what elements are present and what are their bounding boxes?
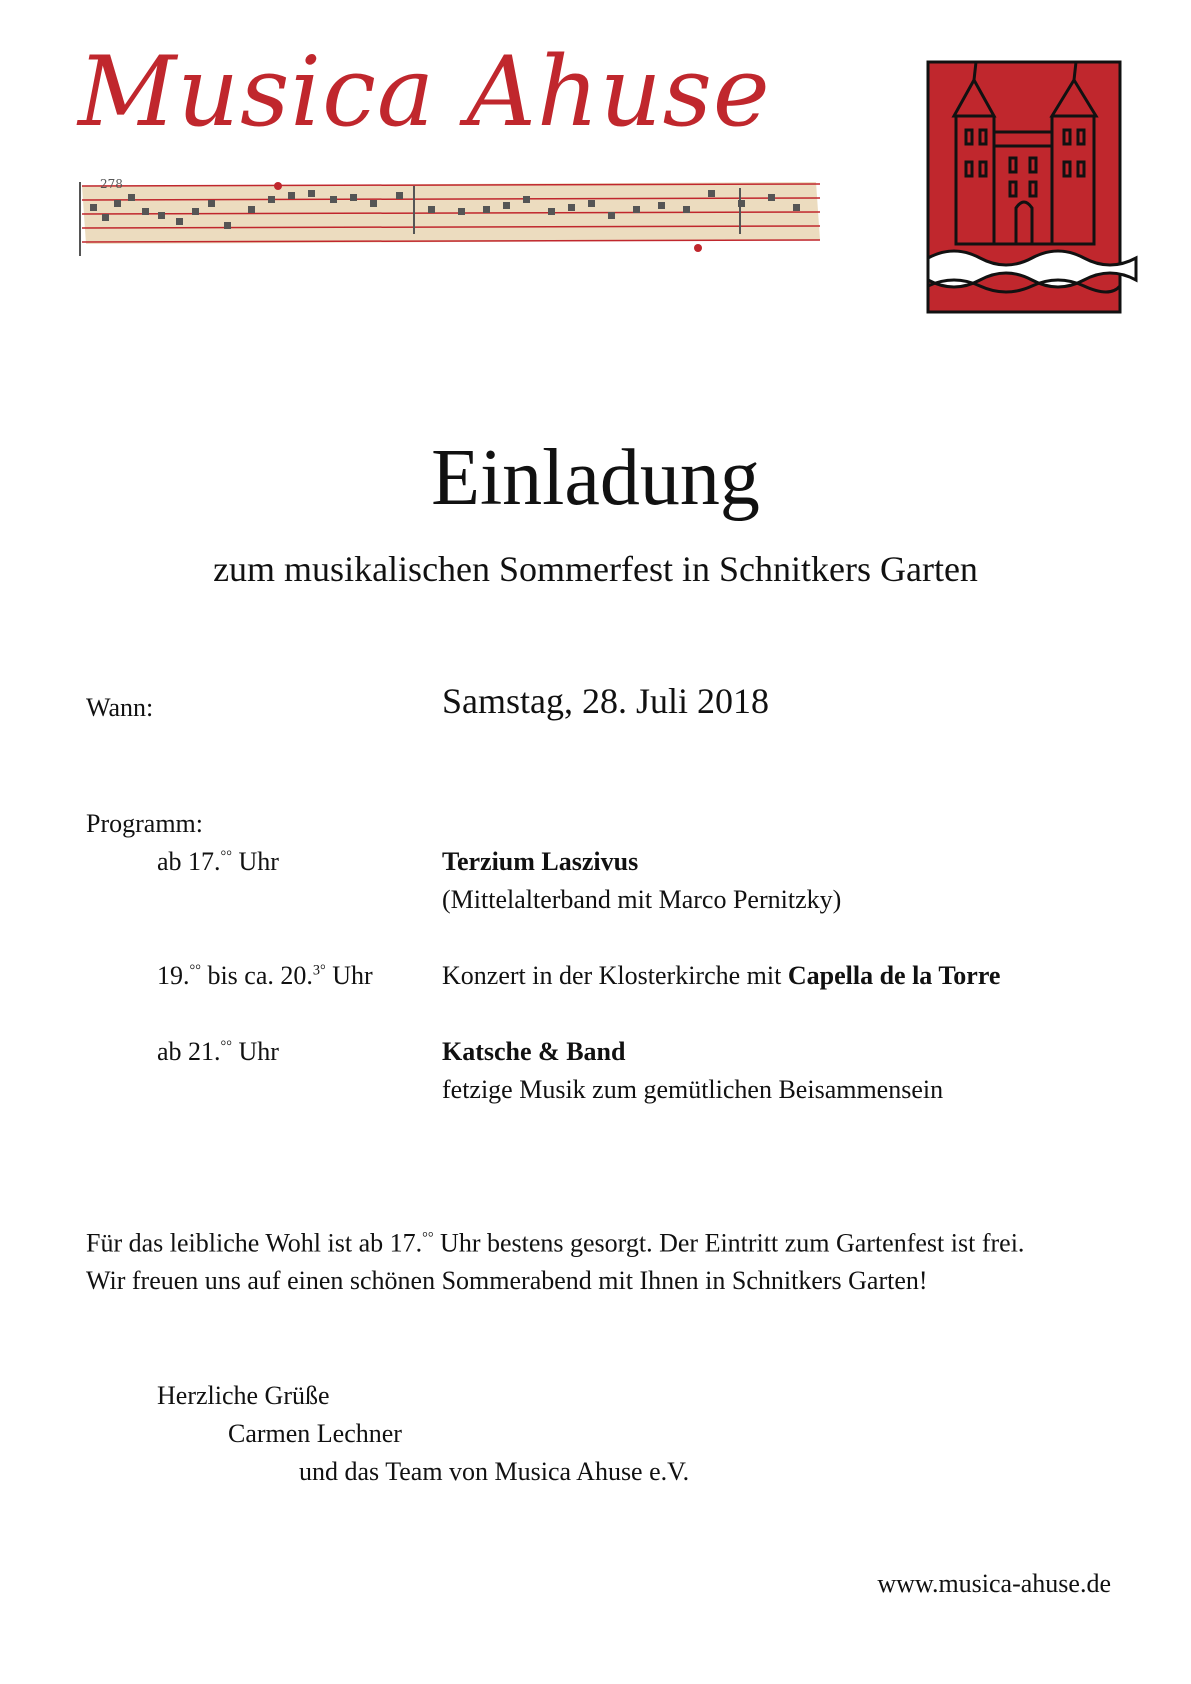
staff-number: 278	[100, 178, 123, 191]
program-text-2: Konzert in der Klosterkirche mit Capella de la Torre	[442, 961, 1001, 990]
when-value: Samstag, 28. Juli 2018	[442, 681, 770, 721]
program-label: Programm:	[86, 809, 203, 838]
program-detail-3: fetzige Musik zum gemütlichen Beisammensein	[442, 1075, 944, 1104]
program-time-3: ab 21.°° Uhr	[157, 1037, 279, 1066]
program-time-2: 19.°° bis ca. 20.$^{3^\circ}$ Uhr	[157, 961, 373, 990]
program-time-1: ab 17.°° Uhr	[157, 847, 279, 876]
note-paragraph: Für das leibliche Wohl ist ab 17.°° Uhr bestens gesorgt. Der Eintritt zum Gartenfest ist frei. Wir freuen uns auf einen schönen Sommerabend mit Ihnen in Schnitkers Garten!	[86, 1228, 1025, 1296]
castle-crest-icon	[924, 58, 1142, 316]
program-title-3: Katsche & Band	[442, 1037, 626, 1066]
page-title: Einladung	[431, 434, 760, 522]
logo-text: Musica Ahuse	[78, 36, 771, 148]
program-detail-1: (Mittelalterband mit Marco Pernitzky)	[442, 885, 842, 914]
closing-name: Carmen Lechner	[228, 1419, 402, 1448]
website-link[interactable]: www.musica-ahuse.de	[877, 1569, 1111, 1598]
page-subtitle: zum musikalischen Sommerfest in Schnitkers Garten	[213, 549, 978, 589]
music-staff-logo	[78, 178, 823, 260]
closing-greeting: Herzliche Grüße	[157, 1381, 330, 1410]
when-label: Wann:	[86, 693, 154, 722]
closing-team: und das Team von Musica Ahuse e.V.	[299, 1457, 690, 1486]
program-title-1: Terzium Laszivus	[442, 847, 639, 876]
